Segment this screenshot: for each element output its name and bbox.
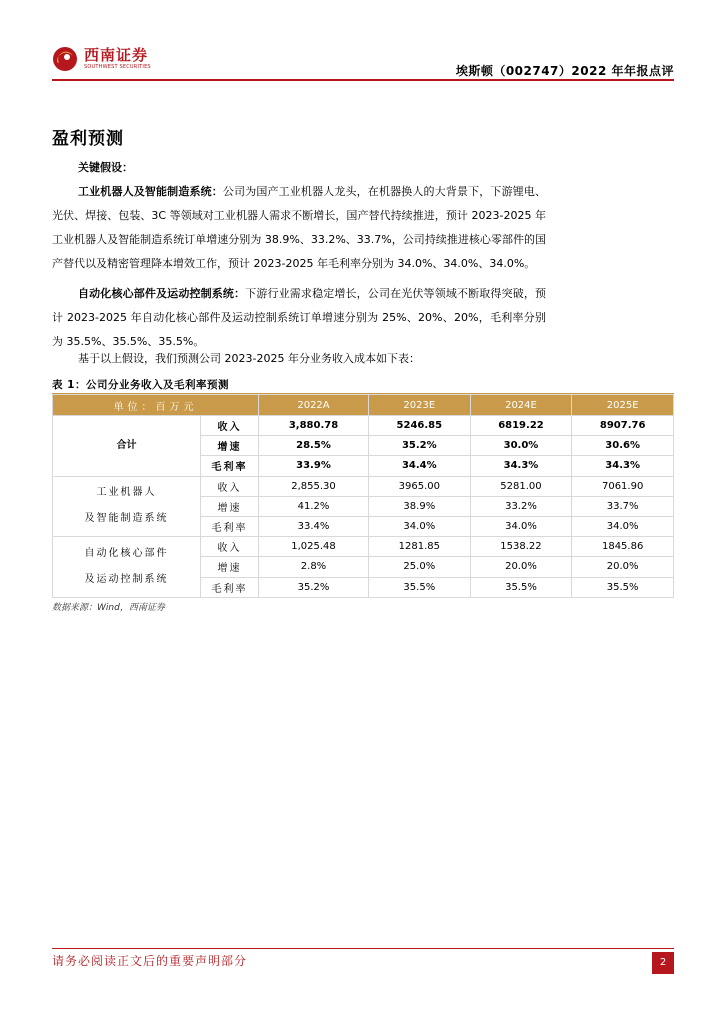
value-cell: 20.0%	[470, 557, 572, 577]
table-row	[53, 476, 674, 496]
value-cell: 6819.22	[470, 416, 572, 436]
value-cell: 28.5%	[259, 436, 369, 456]
value-cell: 2,855.30	[259, 476, 369, 496]
value-cell: 8907.76	[572, 416, 674, 436]
value-cell: 35.2%	[368, 436, 470, 456]
assumption-paragraph-robotics	[52, 180, 546, 276]
metric-cell: 收入	[201, 476, 259, 496]
segment-cell-robotics	[53, 476, 201, 537]
value-cell: 33.7%	[572, 496, 674, 516]
logo-chinese-text: 西南证券	[84, 46, 149, 64]
paragraph-text: 下游行业需求稳定增长，公司在光伏等领域不断取得突破，预计 2023-2025 年自动化核心部件及运动控制系统订单增速分别为 25%、20%、20%，毛利率分别为 35.5%、35.5%、35.5%。	[52, 287, 547, 348]
value-cell: 34.0%	[572, 516, 674, 536]
assumption-paragraph-motion-control	[52, 282, 546, 354]
segment-name: 合计	[116, 439, 137, 451]
value-cell: 33.4%	[259, 516, 369, 536]
section-title: 盈利预测	[52, 129, 124, 149]
value-cell: 1,025.48	[259, 537, 369, 557]
year-header: 2025E	[572, 395, 674, 416]
forecast-table	[52, 394, 674, 598]
value-cell: 30.0%	[470, 436, 572, 456]
value-cell: 34.3%	[470, 456, 572, 476]
value-cell: 33.2%	[470, 496, 572, 516]
metric-cell: 毛利率	[201, 456, 259, 476]
year-header: 2024E	[470, 395, 572, 416]
value-cell: 5281.00	[470, 476, 572, 496]
table-caption: 表 1：公司分业务收入及毛利率预测	[52, 379, 229, 391]
segment-cell-motion-control	[53, 537, 201, 598]
year-header: 2023E	[368, 395, 470, 416]
value-cell: 35.5%	[368, 577, 470, 597]
table-row	[53, 416, 674, 436]
table-row	[53, 537, 674, 557]
report-title: 埃斯顿（002747）2022 年年报点评	[455, 64, 674, 78]
key-assumptions-label: 关键假设：	[78, 161, 133, 174]
table-header-row	[53, 395, 674, 416]
value-cell: 1281.85	[368, 537, 470, 557]
metric-cell: 增速	[201, 557, 259, 577]
value-cell: 5246.85	[368, 416, 470, 436]
value-cell: 34.4%	[368, 456, 470, 476]
value-cell: 34.0%	[368, 516, 470, 536]
value-cell: 38.9%	[368, 496, 470, 516]
value-cell: 35.2%	[259, 577, 369, 597]
year-header: 2022A	[259, 395, 369, 416]
metric-cell: 毛利率	[201, 516, 259, 536]
footer-divider	[52, 948, 674, 949]
unit-header: 单位：百万元	[53, 395, 259, 416]
value-cell: 1538.22	[470, 537, 572, 557]
metric-cell: 增速	[201, 496, 259, 516]
metric-cell: 收入	[201, 537, 259, 557]
segment-name-line: 及运动控制系统	[84, 573, 169, 585]
value-cell: 7061.90	[572, 476, 674, 496]
metric-cell: 收入	[201, 416, 259, 436]
value-cell: 35.5%	[470, 577, 572, 597]
value-cell: 41.2%	[259, 496, 369, 516]
header-divider	[52, 79, 674, 81]
paragraph-lead: 工业机器人及智能制造系统：	[78, 185, 223, 198]
value-cell: 30.6%	[572, 436, 674, 456]
segment-name-line: 及智能制造系统	[84, 513, 169, 525]
page-number: 2	[652, 952, 674, 974]
value-cell: 1845.86	[572, 537, 674, 557]
value-cell: 34.3%	[572, 456, 674, 476]
segment-cell-total	[53, 416, 201, 477]
value-cell: 35.5%	[572, 577, 674, 597]
disclaimer-note: 请务必阅读正文后的重要声明部分	[52, 954, 248, 968]
data-source-note: 数据来源：Wind，西南证券	[52, 603, 165, 613]
metric-cell: 增速	[201, 436, 259, 456]
metric-cell: 毛利率	[201, 577, 259, 597]
value-cell: 25.0%	[368, 557, 470, 577]
paragraph-lead: 自动化核心部件及运动控制系统：	[78, 287, 246, 300]
logo-emblem-icon	[52, 46, 78, 72]
brand-logo	[52, 44, 151, 74]
value-cell: 34.0%	[470, 516, 572, 536]
value-cell: 33.9%	[259, 456, 369, 476]
value-cell: 3965.00	[368, 476, 470, 496]
value-cell: 20.0%	[572, 557, 674, 577]
segment-name-line: 工业机器人	[96, 487, 157, 499]
value-cell: 2.8%	[259, 557, 369, 577]
paragraph-text: 公司为国产工业机器人龙头，在机器换人的大背景下，下游锂电、光伏、焊接、包装、3C 等领域对工业机器人需求不断增长，国产替代持续推进，预计 2023-2025 年工业机器人及智能制造系统订单增速分别为 38.9%、33.2%、33.7%，公司持续推进核心零部件的国产替代以及精密管理降本增效工作，预计 2023-2025 年毛利率分别为 34.0%、34.0%、34.0%。	[52, 185, 547, 270]
value-cell: 3,880.78	[259, 416, 369, 436]
logo-english-text: SOUTHWEST SECURITIES	[84, 64, 151, 70]
segment-name-line: 自动化核心部件	[84, 547, 169, 559]
summary-paragraph: 基于以上假设，我们预测公司 2023-2025 年分业务收入成本如下表：	[78, 352, 420, 365]
